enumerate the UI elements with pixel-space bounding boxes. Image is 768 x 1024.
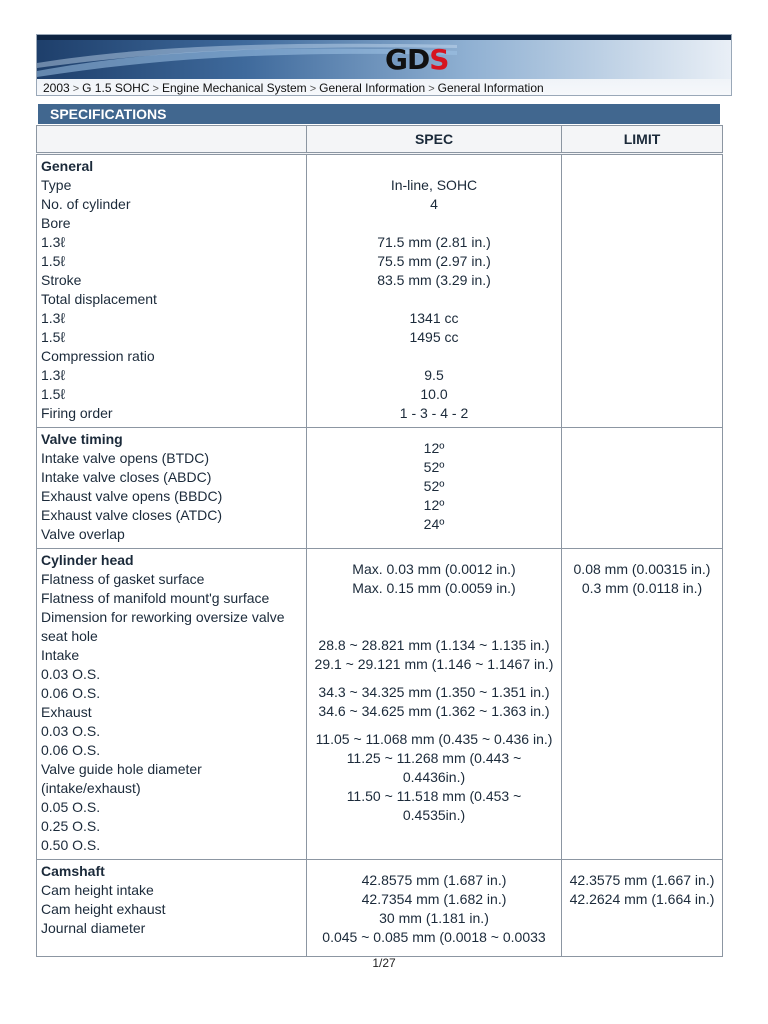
section-heading: General [41, 158, 94, 174]
spec-label: 0.06 O.S. [41, 685, 101, 701]
camshaft-label-cell [37, 860, 307, 957]
spec-label: Flatness of gasket surface [41, 571, 205, 587]
spec-value: 11.05 ~ 11.068 mm (0.435 ~ 0.436 in.) [315, 731, 553, 747]
breadcrumb-item[interactable]: Engine Mechanical System [161, 81, 307, 95]
cylinder-head-limit-cell [562, 549, 723, 860]
spec-label: Cam height exhaust [41, 901, 166, 917]
spec-value: 71.5 mm (2.81 in.) [377, 234, 491, 250]
spec-label: Bore [41, 215, 71, 231]
general-spec-cell [307, 154, 562, 428]
spec-value: In-line, SOHC [390, 177, 478, 193]
spec-label: Intake [41, 647, 80, 663]
spec-value: 83.5 mm (3.29 in.) [377, 272, 491, 288]
cylinder-head-spec-cell [307, 549, 562, 860]
spec-label: 1.3ℓ [41, 234, 65, 250]
page-number: 1/27 [372, 956, 396, 970]
breadcrumb-item[interactable]: General Information [437, 81, 544, 95]
table-row-valve-timing [37, 428, 723, 549]
camshaft-spec-cell [307, 860, 562, 957]
breadcrumb-separator: > [428, 83, 435, 95]
cylinder-head-label-cell [37, 549, 307, 860]
valve-timing-spec-cell [307, 428, 562, 549]
spec-label: 1.5ℓ [41, 329, 65, 345]
spec-label: Intake valve closes (ABDC) [41, 469, 212, 485]
breadcrumb [43, 81, 544, 95]
spec-label: Firing order [41, 405, 113, 421]
spec-value: 28.8 ~ 28.821 mm (1.134 ~ 1.135 in.) [318, 637, 550, 653]
spec-value: 9.5 [424, 367, 444, 383]
spec-label: 1.5ℓ [41, 386, 65, 402]
logo-letter-d: D [406, 42, 430, 76]
table-header-row [37, 126, 723, 154]
spec-label: Flatness of manifold mount'g surface [41, 590, 270, 606]
spec-value: 1 - 3 - 4 - 2 [399, 405, 469, 421]
limit-value: 42.3575 mm (1.667 in.) [569, 872, 715, 888]
spec-label: Valve overlap [41, 526, 125, 542]
breadcrumb-separator: > [72, 83, 80, 95]
breadcrumb-item[interactable]: G 1.5 SOHC [82, 81, 150, 95]
general-limit-cell [562, 154, 723, 428]
section-heading: Camshaft [41, 863, 105, 879]
limit-value: 42.2624 mm (1.664 in.) [569, 891, 715, 907]
spec-label: Total displacement [41, 291, 157, 307]
valve-timing-label-cell [37, 428, 307, 549]
spec-value: Max. 0.03 mm (0.0012 in.) [352, 561, 516, 577]
spec-label: 0.50 O.S. [41, 837, 101, 853]
spec-label: Intake valve opens (BTDC) [41, 450, 210, 466]
spec-label: 0.03 O.S. [41, 666, 101, 682]
spec-label: Dimension for reworking oversize valve [41, 609, 285, 625]
spec-label: Type [41, 177, 72, 193]
spec-value: 52º [423, 459, 445, 475]
general-label-cell [37, 154, 307, 428]
spec-value: 12º [423, 440, 445, 456]
spec-label: No. of cylinder [41, 196, 131, 212]
spec-label: Stroke [41, 272, 82, 288]
spec-value: 10.0 [420, 386, 448, 402]
section-heading: Valve timing [41, 431, 123, 447]
camshaft-limit-cell [562, 860, 723, 957]
spec-label: Cam height intake [41, 882, 154, 898]
section-heading: Cylinder head [41, 552, 134, 568]
spec-value: 11.25 ~ 11.268 mm (0.443 ~ [346, 750, 522, 766]
spec-value: 29.1 ~ 29.121 mm (1.146 ~ 1.1467 in.) [314, 656, 554, 672]
table-row-cylinder-head [37, 549, 723, 860]
spec-value: 42.7354 mm (1.682 in.) [361, 891, 507, 907]
spec-label: seat hole [41, 628, 98, 644]
breadcrumb-item[interactable]: General Information [319, 81, 426, 95]
spec-value: 30 mm (1.181 in.) [379, 910, 489, 926]
spec-label: 0.25 O.S. [41, 818, 101, 834]
specifications-table [36, 125, 723, 957]
spec-value: 12º [423, 497, 445, 513]
breadcrumb-separator: > [152, 83, 159, 95]
spec-label: Compression ratio [41, 348, 155, 364]
spec-value: 75.5 mm (2.97 in.) [377, 253, 491, 269]
spec-value: 0.045 ~ 0.085 mm (0.0018 ~ 0.0033 [322, 929, 546, 945]
spec-value: Max. 0.15 mm (0.0059 in.) [352, 580, 516, 596]
limit-value: 0.08 mm (0.00315 in.) [573, 561, 711, 577]
spec-label: 1.5ℓ [41, 253, 65, 269]
header-limit-cell: LIMIT [562, 126, 723, 154]
spec-value: 24º [423, 516, 445, 532]
table-row-general [37, 154, 723, 428]
spec-label: 1.3ℓ [41, 310, 65, 326]
spec-value: 52º [423, 478, 445, 494]
header-name-cell [37, 126, 307, 154]
breadcrumb-separator: > [309, 83, 317, 95]
spec-label: Exhaust valve opens (BBDC) [41, 488, 223, 504]
spec-value: 34.6 ~ 34.625 mm (1.362 ~ 1.363 in.) [318, 703, 550, 719]
spec-label: Journal diameter [41, 920, 146, 936]
spec-value: 11.50 ~ 11.518 mm (0.453 ~ [346, 788, 522, 804]
spec-label: (intake/exhaust) [41, 780, 141, 796]
section-title-bar: SPECIFICATIONS [38, 104, 720, 124]
spec-value: 34.3 ~ 34.325 mm (1.350 ~ 1.351 in.) [318, 684, 550, 700]
spec-value: 4 [430, 196, 438, 212]
spec-label: Exhaust valve closes (ATDC) [41, 507, 223, 523]
limit-value: 0.3 mm (0.0118 in.) [581, 580, 703, 596]
spec-value: 0.4436in.) [402, 769, 466, 785]
spec-value: 0.4535in.) [402, 807, 466, 823]
spec-label: 0.06 O.S. [41, 742, 101, 758]
spec-value: 42.8575 mm (1.687 in.) [361, 872, 507, 888]
header-spec-cell: SPEC [307, 126, 562, 154]
spec-label: 0.03 O.S. [41, 723, 101, 739]
header-banner [36, 34, 732, 96]
banner-gradient [37, 35, 731, 79]
spec-label: Valve guide hole diameter [41, 761, 202, 777]
spec-label: Exhaust [41, 704, 92, 720]
spec-value: 1341 cc [409, 310, 459, 326]
gds-logo [385, 44, 448, 74]
logo-letter-g: G [385, 42, 407, 76]
logo-letter-s: S [429, 42, 449, 76]
spec-value: 1495 cc [409, 329, 459, 345]
spec-label: 0.05 O.S. [41, 799, 101, 815]
breadcrumb-item[interactable]: 2003 [43, 81, 70, 95]
valve-timing-limit-cell [562, 428, 723, 549]
spec-label: 1.3ℓ [41, 367, 65, 383]
table-row-camshaft [37, 860, 723, 957]
